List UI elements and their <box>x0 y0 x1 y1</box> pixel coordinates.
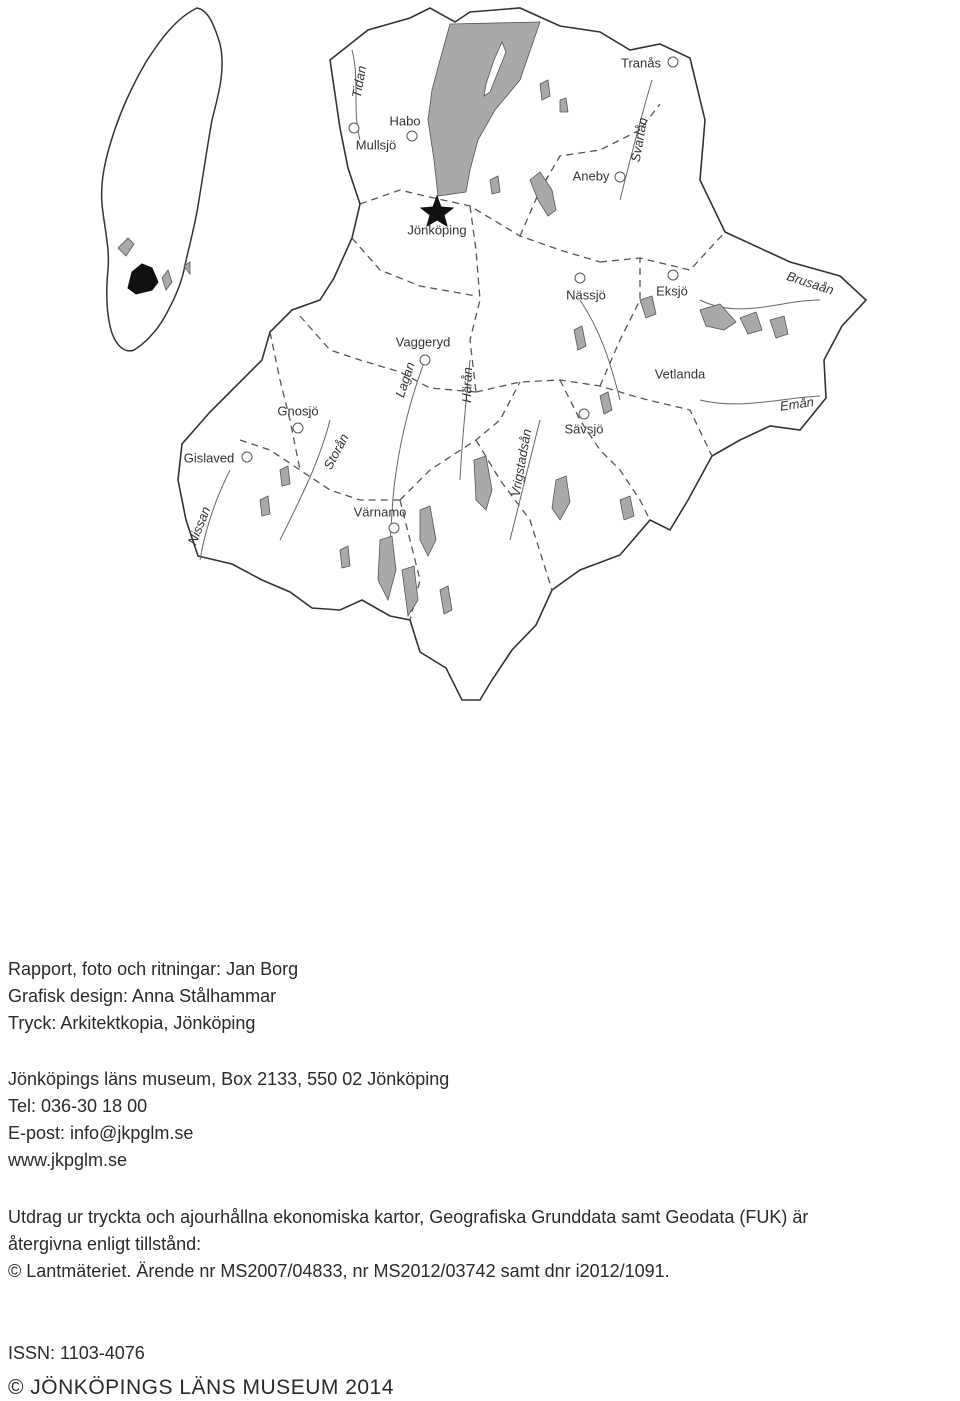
credits-block <box>8 956 298 1037</box>
place-label: Sävsjö <box>564 421 604 437</box>
issn-line: ISSN: 1103-4076 <box>8 1343 145 1363</box>
place-label: Vaggeryd <box>395 334 451 350</box>
county-outline <box>178 8 866 700</box>
email-line: E-post: info@jkpglm.se <box>8 1123 194 1143</box>
river-label: Svartån <box>627 116 651 164</box>
river-label: Tidan <box>348 64 370 100</box>
credit-line: Grafisk design: Anna Stålhammar <box>8 986 277 1006</box>
place-label: Gnosjö <box>277 403 319 419</box>
place-label: Aneby <box>572 168 610 184</box>
river-label: Vrigstadsån <box>507 427 535 498</box>
place-label: Vetlanda <box>654 366 706 382</box>
license-line: Utdrag ur tryckta och ajourhållna ekonomiska kartor, Geografiska Grunddata samt Geodata (FUK) är <box>8 1207 809 1227</box>
credit-line: Tryck: Arkitektkopia, Jönköping <box>8 1013 256 1033</box>
place-label: Eksjö <box>656 283 688 299</box>
license-line: © Lantmäteriet. Ärende nr MS2007/04833, nr MS2012/03742 samt dnr i2012/1091. <box>8 1261 670 1281</box>
address-line: Jönköpings läns museum, Box 2133, 550 02 Jönköping <box>8 1069 450 1089</box>
place-label: Jönköping <box>407 222 467 238</box>
sweden-inset-map <box>102 8 223 351</box>
license-line: återgivna enligt tillstånd: <box>8 1234 202 1254</box>
copyright-line: © JÖNKÖPINGS LÄNS MUSEUM 2014 <box>8 1376 394 1399</box>
river-label: Härån <box>458 367 476 403</box>
credit-line: Rapport, foto och ritningar: Jan Borg <box>8 959 299 979</box>
river-label: Storån <box>320 431 352 472</box>
phone-line: Tel: 036-30 18 00 <box>8 1096 148 1116</box>
place-label: Gislaved <box>183 450 235 466</box>
river-label: Emån <box>778 394 815 414</box>
license-block <box>8 1204 958 1285</box>
website-line: www.jkpglm.se <box>8 1150 128 1170</box>
river-label: Lagan <box>392 360 418 400</box>
place-label: Värnamo <box>353 504 407 520</box>
river-label: Nissan <box>184 504 214 547</box>
place-label: Habo <box>389 113 421 129</box>
river-label: Brusaån <box>784 268 836 298</box>
place-label: Mullsjö <box>355 137 397 153</box>
place-label: Tranås <box>621 55 661 71</box>
place-label: Nässjö <box>566 287 606 303</box>
contact-block <box>8 1066 449 1174</box>
